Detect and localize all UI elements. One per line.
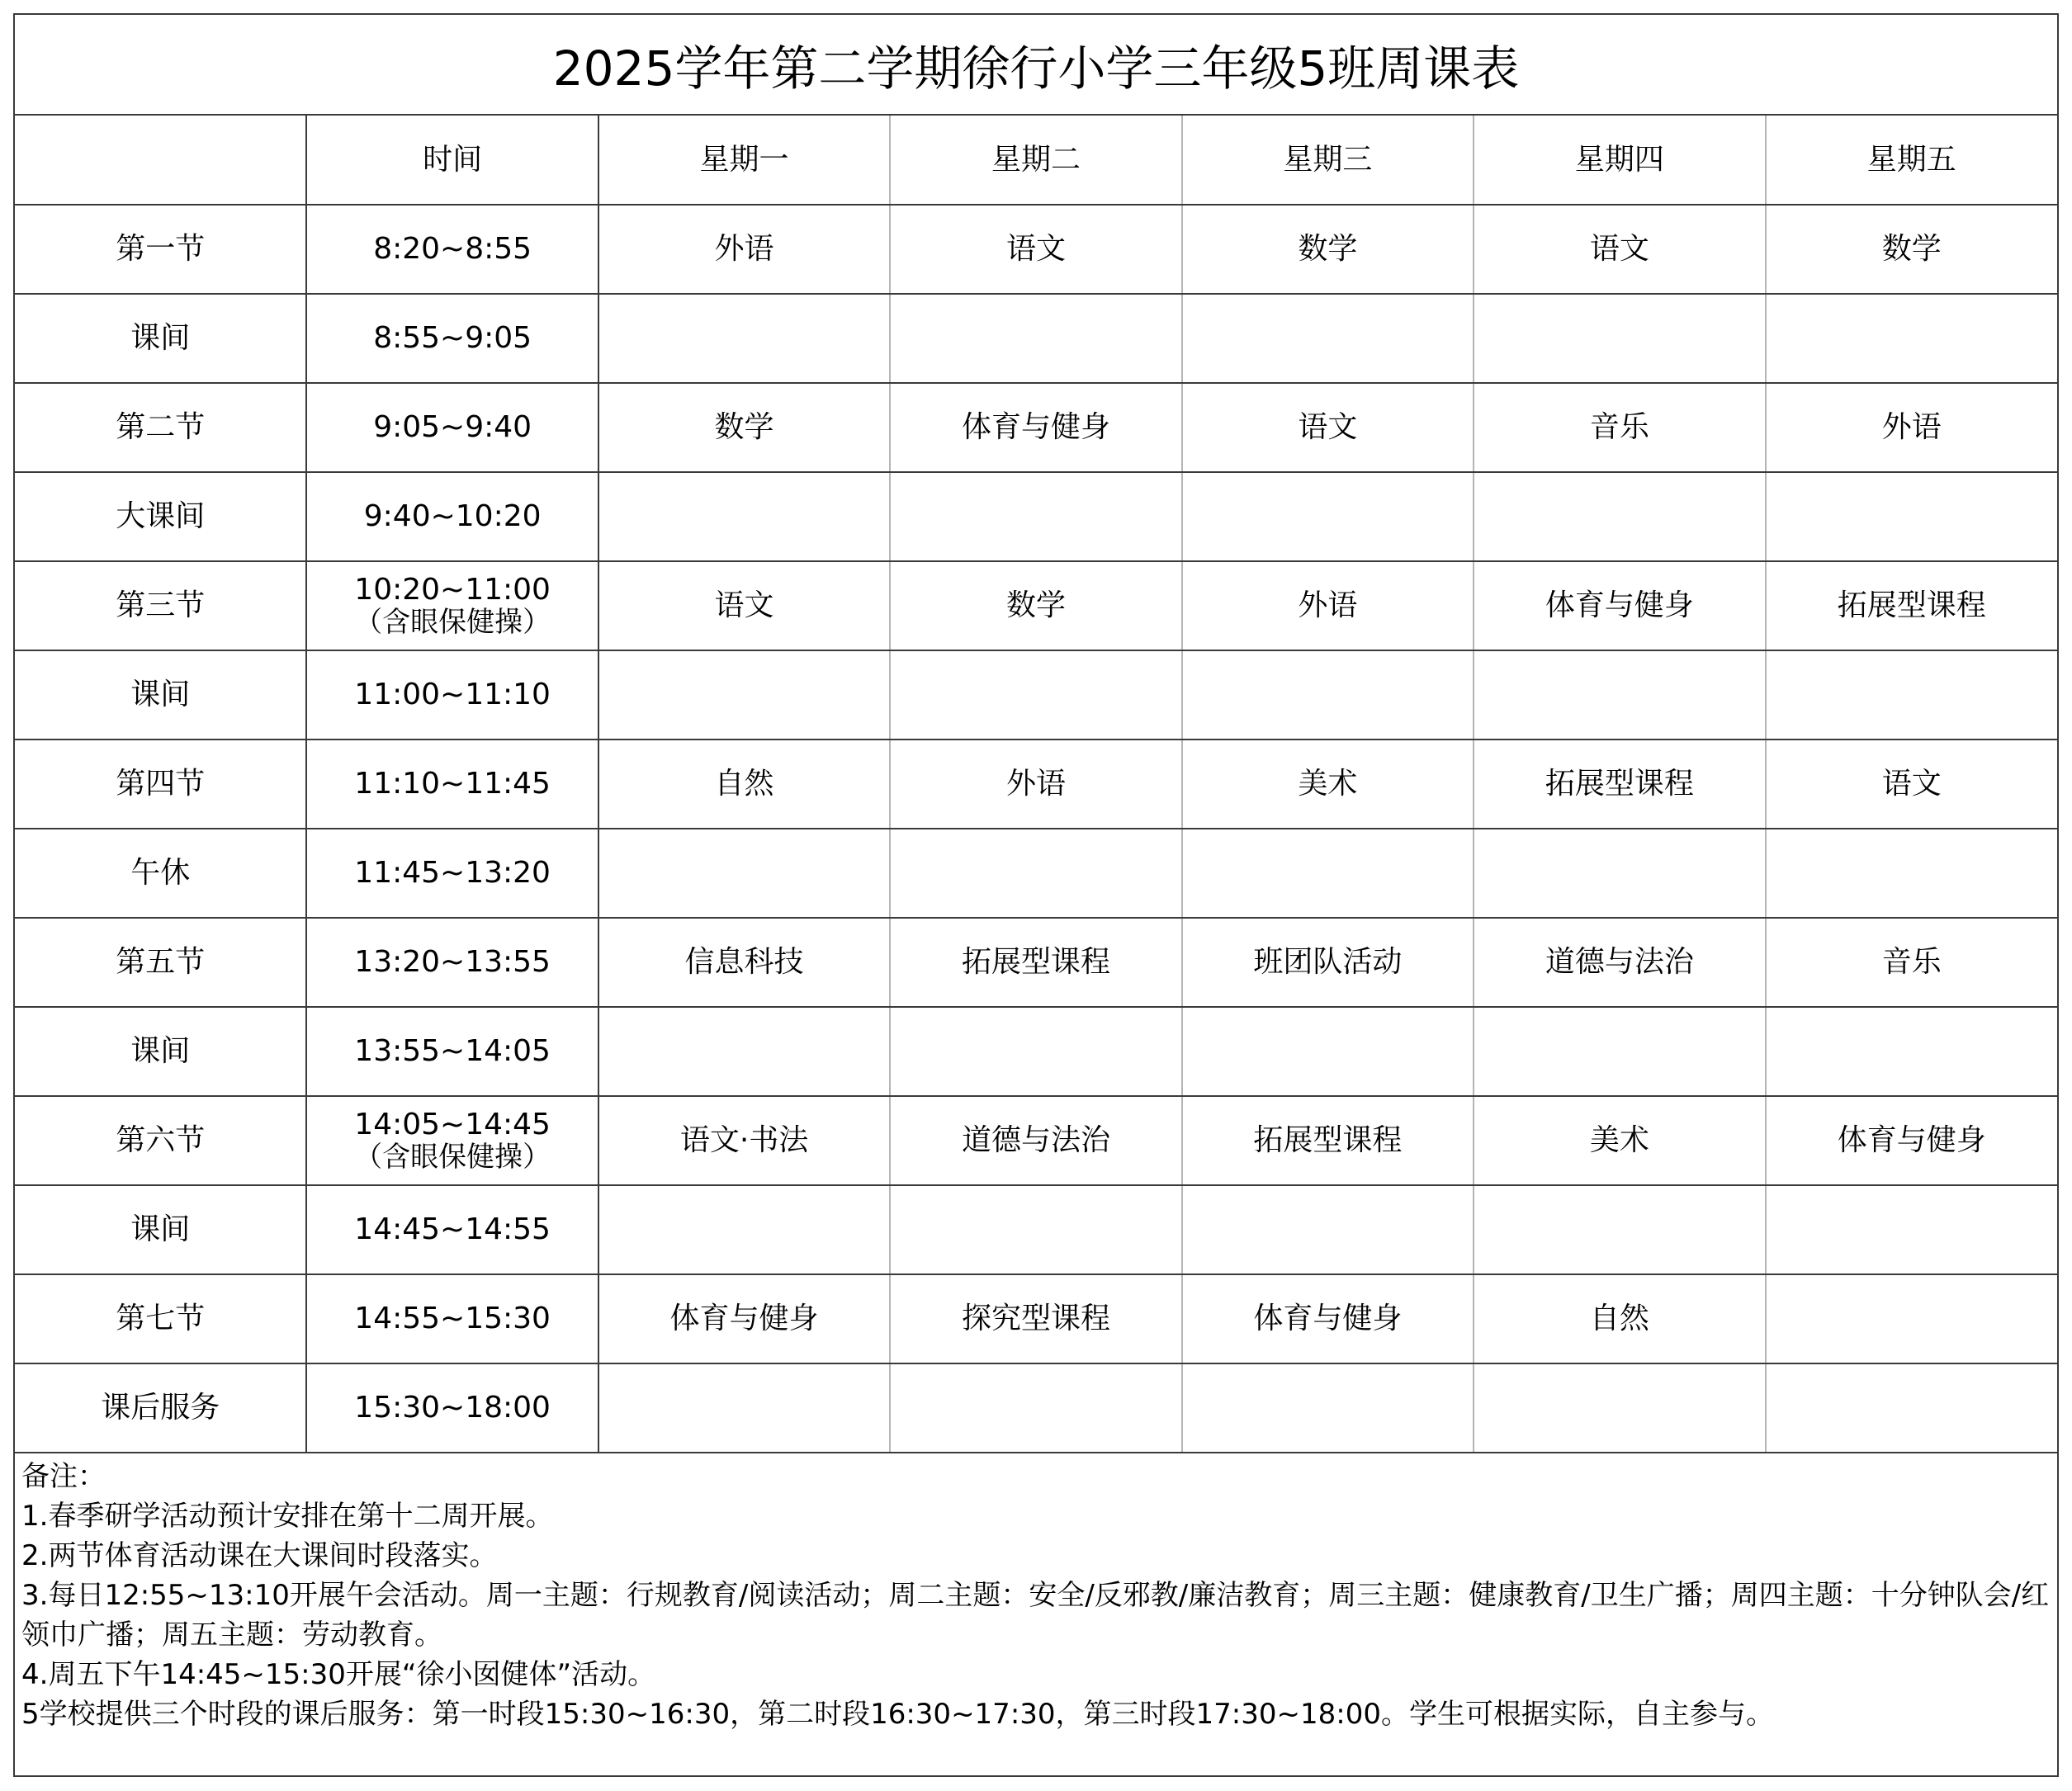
class-cell-tuesday: 数学	[890, 561, 1181, 650]
table-row	[15, 561, 2057, 650]
period-cell: 午休	[15, 829, 306, 918]
class-cell-tuesday	[890, 1185, 1181, 1274]
time-cell	[306, 1363, 598, 1453]
period-cell: 课间	[15, 1007, 306, 1096]
time-range: 11:45~13:20	[354, 856, 551, 890]
class-cell-thursday: 语文	[1474, 205, 1765, 294]
time-cell	[306, 294, 598, 383]
class-cell-friday: 外语	[1766, 383, 2057, 472]
class-cell-thursday	[1474, 294, 1765, 383]
period-cell: 课间	[15, 1185, 306, 1274]
class-cell-thursday	[1474, 650, 1765, 740]
time-range: 13:20~13:55	[354, 945, 551, 979]
header-row	[15, 116, 2057, 205]
class-cell-thursday: 音乐	[1474, 383, 1765, 472]
period-cell: 第三节	[15, 561, 306, 650]
table-row	[15, 472, 2057, 561]
time-range: 15:30~18:00	[354, 1391, 551, 1425]
class-cell-friday: 体育与健身	[1766, 1096, 2057, 1185]
class-cell-tuesday	[890, 1363, 1181, 1453]
table-row	[15, 918, 2057, 1007]
notes-section	[15, 1453, 2057, 1734]
period-cell: 课间	[15, 650, 306, 740]
period-cell: 第五节	[15, 918, 306, 1007]
class-cell-monday	[598, 294, 890, 383]
class-cell-monday: 语文·书法	[598, 1096, 890, 1185]
time-cell	[306, 383, 598, 472]
table-row	[15, 650, 2057, 740]
class-cell-monday	[598, 472, 890, 561]
time-range: 14:45~14:55	[354, 1212, 551, 1246]
day-header-wednesday: 星期三	[1182, 116, 1474, 205]
note-item: 3.每日12:55~13:10开展午会活动。周一主题：行规教育/阅读活动；周二主题：安全/反邪教/廉洁教育；周三主题：健康教育/卫生广播；周四主题：十分钟队会/红领巾广播；周五主题：劳动教育。	[21, 1579, 2050, 1652]
table-row	[15, 205, 2057, 294]
time-cell	[306, 740, 598, 829]
note-item: 2.两节体育活动课在大课间时段落实。	[21, 1539, 498, 1572]
notes-heading: 备注：	[21, 1460, 106, 1493]
class-cell-wednesday	[1182, 1007, 1474, 1096]
class-cell-friday	[1766, 472, 2057, 561]
class-cell-tuesday: 探究型课程	[890, 1274, 1181, 1363]
class-cell-tuesday: 体育与健身	[890, 383, 1181, 472]
class-cell-monday: 数学	[598, 383, 890, 472]
period-cell: 第一节	[15, 205, 306, 294]
class-cell-monday: 语文	[598, 561, 890, 650]
class-cell-wednesday: 数学	[1182, 205, 1474, 294]
class-cell-thursday	[1474, 829, 1765, 918]
class-cell-tuesday: 外语	[890, 740, 1181, 829]
time-cell	[306, 561, 598, 650]
class-cell-tuesday: 拓展型课程	[890, 918, 1181, 1007]
class-cell-monday: 体育与健身	[598, 1274, 890, 1363]
class-cell-friday	[1766, 294, 2057, 383]
class-cell-thursday	[1474, 1185, 1765, 1274]
class-cell-thursday: 道德与法治	[1474, 918, 1765, 1007]
time-range: 11:00~11:10	[354, 678, 551, 711]
class-cell-wednesday	[1182, 472, 1474, 561]
class-cell-friday: 数学	[1766, 205, 2057, 294]
day-header-thursday: 星期四	[1474, 116, 1765, 205]
table-row	[15, 383, 2057, 472]
class-cell-thursday: 美术	[1474, 1096, 1765, 1185]
class-cell-monday: 自然	[598, 740, 890, 829]
time-header: 时间	[306, 116, 598, 205]
class-cell-thursday: 拓展型课程	[1474, 740, 1765, 829]
day-header-monday: 星期一	[598, 116, 890, 205]
class-cell-wednesday	[1182, 294, 1474, 383]
period-cell: 大课间	[15, 472, 306, 561]
class-cell-wednesday	[1182, 650, 1474, 740]
class-cell-tuesday: 道德与法治	[890, 1096, 1181, 1185]
period-cell: 第七节	[15, 1274, 306, 1363]
class-cell-wednesday: 体育与健身	[1182, 1274, 1474, 1363]
class-cell-friday	[1766, 1007, 2057, 1096]
table-row	[15, 740, 2057, 829]
time-note: （含眼保健操）	[354, 606, 551, 639]
class-cell-friday	[1766, 829, 2057, 918]
time-range: 9:05~9:40	[373, 410, 532, 444]
period-cell: 第六节	[15, 1096, 306, 1185]
time-cell	[306, 1185, 598, 1274]
class-cell-thursday	[1474, 1363, 1765, 1453]
class-cell-wednesday	[1182, 829, 1474, 918]
time-cell	[306, 1007, 598, 1096]
time-range: 11:10~11:45	[354, 767, 551, 801]
time-note: （含眼保健操）	[354, 1141, 551, 1174]
page-title: 2025学年第二学期徐行小学三年级5班周课表	[15, 15, 2057, 116]
time-cell	[306, 829, 598, 918]
class-cell-friday: 语文	[1766, 740, 2057, 829]
time-range: 13:55~14:05	[354, 1034, 551, 1068]
table-row	[15, 294, 2057, 383]
time-range: 10:20~11:00	[354, 573, 551, 607]
class-cell-monday	[598, 829, 890, 918]
class-cell-tuesday	[890, 294, 1181, 383]
class-cell-wednesday: 班团队活动	[1182, 918, 1474, 1007]
class-cell-monday	[598, 1363, 890, 1453]
table-row	[15, 1185, 2057, 1274]
class-cell-friday	[1766, 1185, 2057, 1274]
class-cell-thursday	[1474, 472, 1765, 561]
corner-cell	[15, 116, 306, 205]
note-item: 1.春季研学活动预计安排在第十二周开展。	[21, 1500, 554, 1533]
class-cell-wednesday	[1182, 1363, 1474, 1453]
class-cell-monday	[598, 1185, 890, 1274]
class-cell-tuesday: 语文	[890, 205, 1181, 294]
table-row	[15, 1274, 2057, 1363]
period-cell: 第二节	[15, 383, 306, 472]
schedule-table	[15, 116, 2057, 1453]
class-cell-monday	[598, 650, 890, 740]
time-range: 14:55~15:30	[354, 1302, 551, 1335]
time-range: 8:55~9:05	[373, 321, 532, 355]
period-cell: 第四节	[15, 740, 306, 829]
class-cell-wednesday	[1182, 1185, 1474, 1274]
time-cell	[306, 650, 598, 740]
time-cell	[306, 918, 598, 1007]
day-header-friday: 星期五	[1766, 116, 2057, 205]
class-cell-wednesday: 拓展型课程	[1182, 1096, 1474, 1185]
class-cell-monday	[598, 1007, 890, 1096]
class-cell-monday: 外语	[598, 205, 890, 294]
class-cell-friday	[1766, 1274, 2057, 1363]
note-item: 5学校提供三个时段的课后服务：第一时段15:30~16:30，第二时段16:30~17:30，第三时段17:30~18:00。学生可根据实际，自主参与。	[21, 1698, 1774, 1731]
class-cell-wednesday: 美术	[1182, 740, 1474, 829]
day-header-tuesday: 星期二	[890, 116, 1181, 205]
period-cell: 课间	[15, 294, 306, 383]
class-cell-tuesday	[890, 1007, 1181, 1096]
table-row	[15, 1007, 2057, 1096]
table-row	[15, 829, 2057, 918]
class-cell-tuesday	[890, 829, 1181, 918]
class-cell-thursday: 自然	[1474, 1274, 1765, 1363]
class-cell-tuesday	[890, 472, 1181, 561]
class-cell-thursday: 体育与健身	[1474, 561, 1765, 650]
class-cell-wednesday: 语文	[1182, 383, 1474, 472]
class-cell-friday: 音乐	[1766, 918, 2057, 1007]
note-item: 4.周五下午14:45~15:30开展“徐小囡健体”活动。	[21, 1658, 656, 1691]
time-cell	[306, 205, 598, 294]
class-cell-tuesday	[890, 650, 1181, 740]
class-cell-friday	[1766, 1363, 2057, 1453]
class-cell-friday: 拓展型课程	[1766, 561, 2057, 650]
class-cell-wednesday: 外语	[1182, 561, 1474, 650]
table-row	[15, 1096, 2057, 1185]
time-range: 8:20~8:55	[373, 232, 532, 266]
time-range: 9:40~10:20	[363, 499, 542, 533]
time-cell	[306, 1274, 598, 1363]
time-cell	[306, 1096, 598, 1185]
class-cell-friday	[1766, 650, 2057, 740]
class-cell-monday: 信息科技	[598, 918, 890, 1007]
period-cell: 课后服务	[15, 1363, 306, 1453]
class-cell-thursday	[1474, 1007, 1765, 1096]
time-cell	[306, 472, 598, 561]
time-range: 14:05~14:45	[354, 1108, 551, 1141]
timetable-sheet	[13, 13, 2059, 1777]
table-row	[15, 1363, 2057, 1453]
